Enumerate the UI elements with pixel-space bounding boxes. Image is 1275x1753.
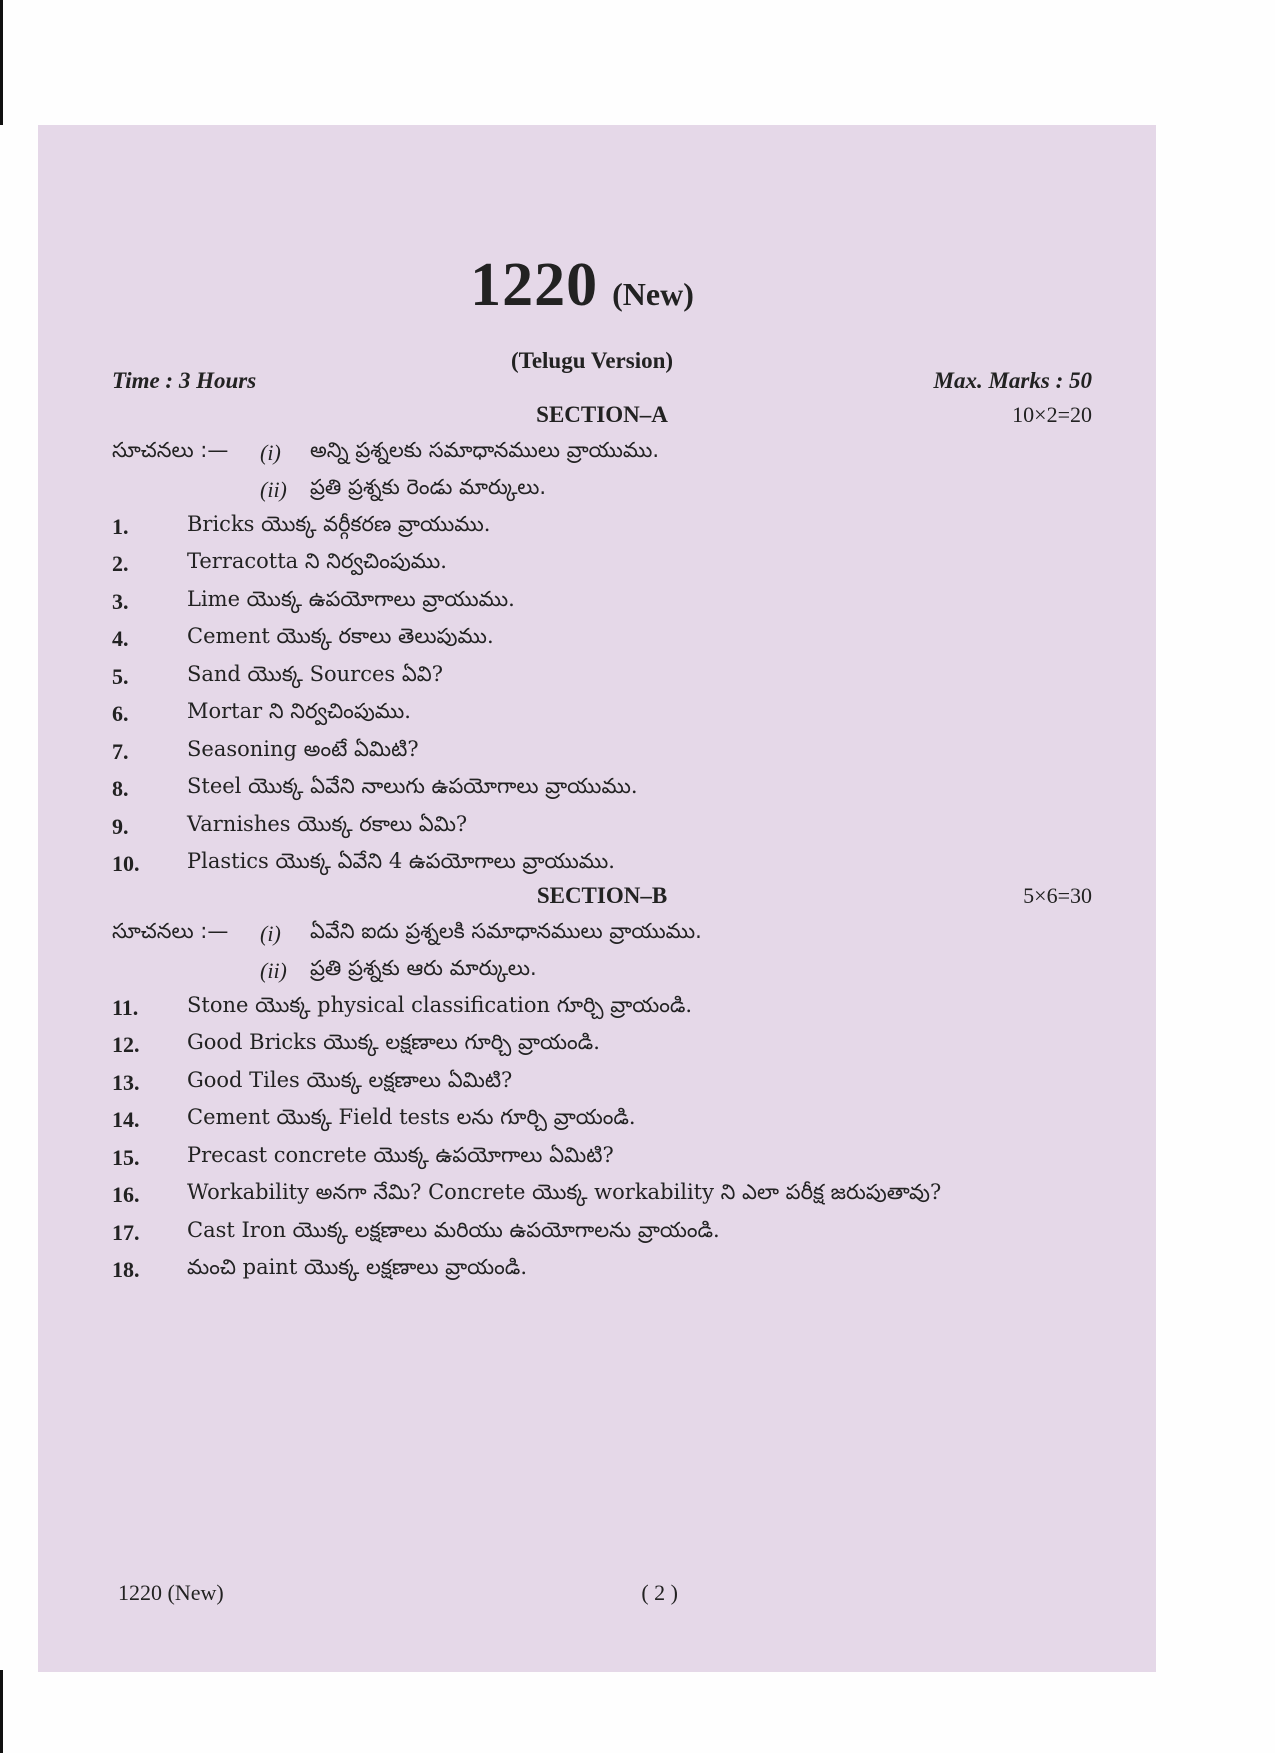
question-text: Cement యొక్క Field tests లను గూర్చి వ్రాయండి. [187, 1105, 636, 1130]
section-b-header [112, 883, 1092, 909]
notes-label: సూచనలు :— [112, 437, 229, 462]
question-item [112, 1027, 1092, 1065]
question-item [112, 583, 1092, 621]
question-number: 15. [112, 1144, 140, 1170]
question-number: 17. [112, 1219, 140, 1245]
question-number: 18. [112, 1257, 140, 1283]
note-text: ప్రతి ప్రశ్నకు ఆరు మార్కులు. [310, 955, 537, 980]
question-paper [112, 250, 1092, 1289]
question-text: Varnishes యొక్క రకాలు ఏమి? [187, 811, 468, 836]
question-number: 16. [112, 1182, 140, 1208]
footer-paper-code: 1220 (New) [118, 1580, 224, 1605]
question-item [112, 989, 1092, 1027]
question-number: 12. [112, 1032, 140, 1058]
section-a-header [112, 402, 1092, 428]
page-footer [118, 1580, 678, 1606]
question-text: Lime యొక్క ఉపయోగాలు వ్రాయుము. [187, 586, 515, 611]
note-number: (i) [260, 920, 281, 946]
notes-label: సూచనలు :— [112, 918, 229, 943]
question-number: 13. [112, 1069, 140, 1095]
note-text: ఏవేని ఐదు ప్రశ్నలకి సమాధానములు వ్రాయుము. [310, 918, 702, 943]
question-item [112, 771, 1092, 809]
question-text: Stone యొక్క physical classification గూర్చి వ్రాయండి. [187, 992, 693, 1017]
page-number: ( 2 ) [641, 1580, 678, 1605]
question-number: 11. [112, 994, 139, 1020]
question-number: 9. [112, 813, 129, 839]
question-number: 8. [112, 776, 129, 802]
section-a-title: SECTION–A [536, 402, 668, 427]
question-item [112, 1252, 1092, 1290]
question-item [112, 1064, 1092, 1102]
question-item [112, 846, 1092, 884]
section-a-notes [112, 434, 1092, 508]
paper-code: 1220 [470, 251, 599, 319]
question-text: మంచి paint యొక్క లక్షణాలు వ్రాయండి. [187, 1255, 528, 1280]
question-item [112, 1214, 1092, 1252]
question-text: Terracotta ని నిర్వచింపుము. [187, 549, 447, 574]
question-item [112, 621, 1092, 659]
note-number: (ii) [260, 476, 287, 502]
question-item [112, 1102, 1092, 1140]
question-text: Seasoning అంటే ఏమిటి? [187, 736, 419, 761]
paper-title [112, 250, 1052, 330]
note-number: (i) [260, 439, 281, 465]
note-number: (ii) [260, 957, 287, 983]
time-label: Time : 3 Hours [112, 368, 257, 393]
question-item [112, 1177, 1092, 1215]
question-text: Sand యొక్క Sources ఏవి? [187, 661, 443, 686]
question-item [112, 733, 1092, 771]
note-line [112, 952, 1092, 989]
question-text: Cement యొక్క రకాలు తెలుపుము. [187, 624, 494, 649]
section-b-questions [112, 989, 1092, 1289]
question-item [112, 658, 1092, 696]
question-item [112, 808, 1092, 846]
section-b-title: SECTION–B [536, 883, 668, 908]
question-number: 2. [112, 551, 129, 577]
question-number: 7. [112, 738, 129, 764]
question-number: 1. [112, 513, 129, 539]
question-number: 3. [112, 588, 129, 614]
question-item [112, 1139, 1092, 1177]
question-number: 6. [112, 701, 129, 727]
question-item [112, 696, 1092, 734]
max-marks-label: Max. Marks : 50 [933, 368, 1092, 393]
question-item [112, 508, 1092, 546]
question-number: 10. [112, 851, 140, 877]
note-line [112, 915, 1092, 952]
scan-edge-mark [0, 0, 3, 125]
note-text: అన్ని ప్రశ్నలకు సమాధానములు వ్రాయుము. [310, 437, 660, 462]
question-text: Good Bricks యొక్క లక్షణాలు గూర్చి వ్రాయండి. [187, 1030, 600, 1055]
question-text: Mortar ని నిర్వచింపుము. [187, 699, 411, 724]
section-a-marks: 10×2=20 [1012, 402, 1092, 427]
section-b-marks: 5×6=30 [1023, 883, 1092, 908]
note-line [112, 471, 1092, 508]
question-text: Plastics యొక్క ఏవేని 4 ఉపయోగాలు వ్రాయుము. [187, 849, 615, 874]
question-text: Steel యొక్క ఏవేని నాలుగు ఉపయోగాలు వ్రాయుము. [187, 774, 638, 799]
scan-edge-mark [0, 1670, 3, 1753]
question-number: 4. [112, 626, 129, 652]
question-text: Cast Iron యొక్క లక్షణాలు మరియు ఉపయోగాలను వ్రాయండి. [187, 1217, 720, 1242]
paper-variant: (New) [612, 276, 694, 312]
note-text: ప్రతి ప్రశ్నకు రెండు మార్కులు. [310, 474, 547, 499]
section-a-questions [112, 508, 1092, 883]
version-label: (Telugu Version) [510, 348, 674, 373]
question-text: Precast concrete యొక్క ఉపయోగాలు ఏమిటి? [187, 1142, 614, 1167]
question-text: Bricks యొక్క వర్గీకరణ వ్రాయుము. [187, 511, 491, 536]
note-line [112, 434, 1092, 471]
question-text: Good Tiles యొక్క లక్షణాలు ఏమిటి? [187, 1067, 513, 1092]
question-number: 14. [112, 1107, 140, 1133]
section-b-notes [112, 915, 1092, 989]
question-number: 5. [112, 663, 129, 689]
question-item [112, 546, 1092, 584]
question-text: Workability అనగా నేమి? Concrete యొక్క workability ని ఎలా పరీక్ష జరుపుతావు? [187, 1180, 942, 1205]
